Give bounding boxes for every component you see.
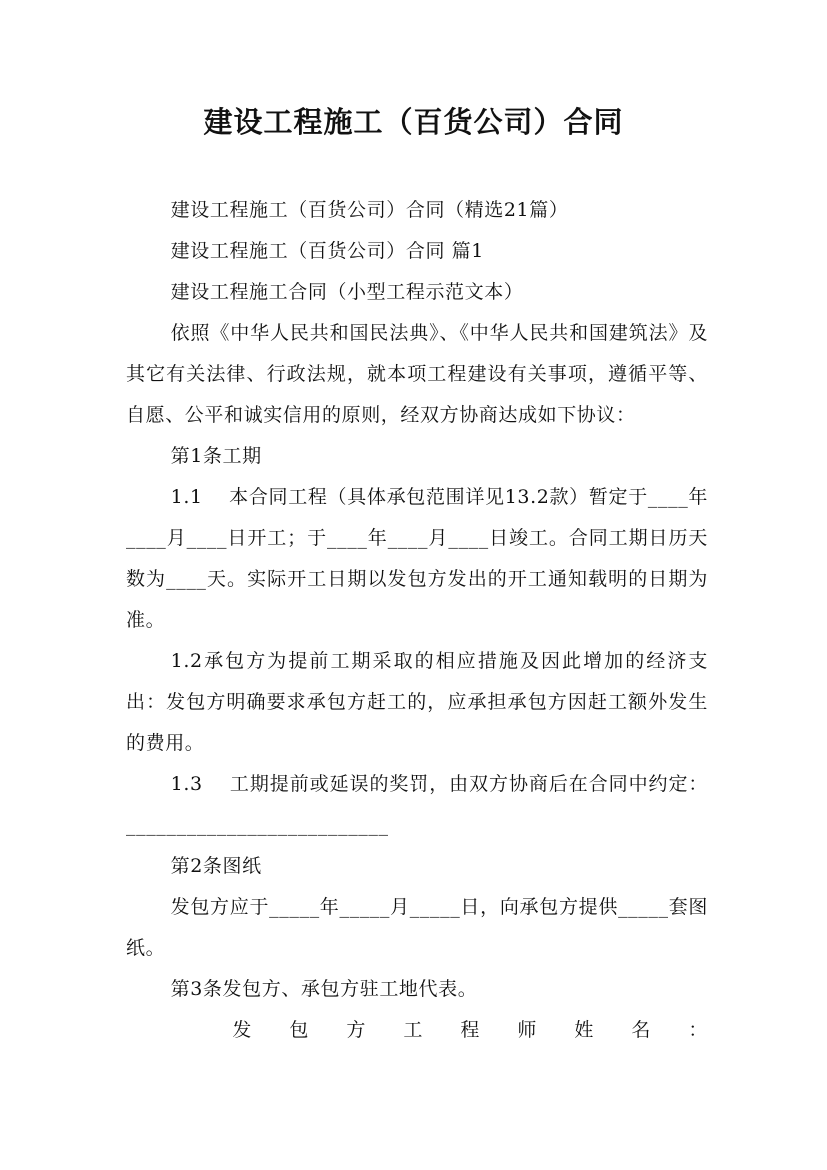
document-title: 建设工程施工（百货公司）合同: [203, 105, 624, 139]
paragraph-article-1-heading: 第1条工期: [170, 445, 262, 467]
paragraph-employer-engineer-name: 发包方工程师姓名：: [232, 1019, 708, 1041]
paragraph-contract-name: 建设工程施工合同（小型工程示范文本）: [170, 281, 524, 303]
paragraph-article-2-heading: 第2条图纸: [170, 855, 262, 877]
paragraph-article-2-body: 发包方应于_____年_____月_____日，向承包方提供_____套图纸。: [126, 896, 708, 959]
paragraph-preamble: 依照《中华人民共和国民法典》、《中华人民共和国建筑法》及其它有关法律、行政法规，就本项工程建设有关事项，遵循平等、自愿、公平和诚实信用的原则，经双方协商达成如下协议：: [126, 322, 708, 426]
paragraph-subtitle: 建设工程施工（百货公司）合同（精选21篇）: [170, 199, 569, 221]
paragraph-clause-1-2: 1.2承包方为提前工期采取的相应措施及因此增加的经济支出：发包方明确要求承包方赶工的，应承担承包方因赶工额外发生的费用。: [126, 650, 708, 754]
paragraph-section-heading: 建设工程施工（百货公司）合同 篇1: [170, 240, 484, 262]
paragraph-clause-1-3: 1.3 工期提前或延误的奖罚，由双方协商后在合同中约定：__________________________: [126, 773, 708, 836]
document-body: [126, 190, 708, 1051]
paragraph-article-3-heading: 第3条发包方、承包方驻工地代表。: [170, 978, 478, 1000]
paragraph-clause-1-1: 1.1 本合同工程（具体承包范围详见13.2款）暂定于____年____月____日开工；于____年____月____日竣工。合同工期日历天数为____天。实际开工日期以发包方发出的开工通知载明的日期为准。: [126, 486, 708, 631]
